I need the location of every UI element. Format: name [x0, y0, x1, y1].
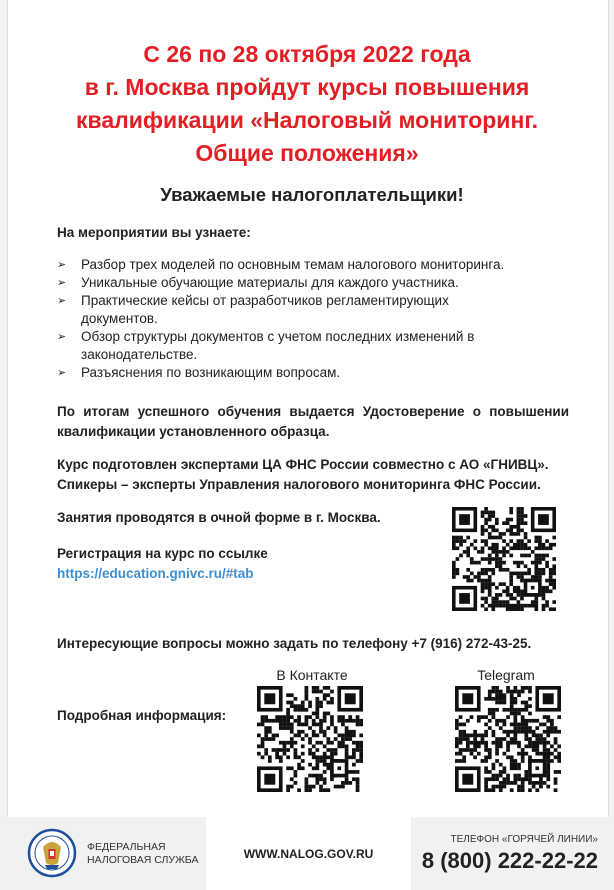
list-item-text: Уникальные обучающие материалы для каждого участника. [81, 275, 459, 290]
registration-link[interactable]: https://education.gnivc.ru/#tab [57, 565, 254, 581]
list-item [57, 364, 577, 382]
headline-line: квалификации «Налоговый мониторинг. [76, 107, 538, 133]
list-item-text: Практические кейсы от разработчиков регламентирующих документов. [81, 293, 449, 326]
footer [0, 817, 614, 890]
qr-code-graphic [455, 686, 561, 792]
phone-text: Интересующие вопросы можно задать по телефону +7 (916) 272-43-25. [57, 636, 532, 651]
prepared-by [57, 455, 587, 494]
site-box [206, 817, 411, 890]
greeting: Уважаемые налогоплательщики! [160, 184, 464, 205]
telegram-qr-code[interactable] [455, 686, 561, 792]
headline-line: Общие положения» [195, 140, 419, 166]
telegram-label: Telegram [477, 667, 535, 683]
prepared-by-line: Курс подготовлен экспертами ЦА ФНС России совместно с АО «ГНИВЦ». [57, 457, 549, 472]
headline-line: в г. Москва пройдут курсы повышения [84, 74, 530, 100]
vk-qr-code[interactable] [257, 686, 363, 792]
more-info-label: Подробная информация: [57, 708, 227, 723]
learn-heading: На мероприятии вы узнаете: [57, 225, 251, 240]
hotline-label: ТЕЛЕФОН «ГОРЯЧЕЙ ЛИНИИ» [450, 834, 598, 845]
list-item [57, 256, 577, 274]
list-item-text: Обзор структуры документов с учетом последних изменений в законодательстве. [81, 329, 475, 362]
headline [0, 38, 614, 170]
bullet-arrow-icon: ➢ [57, 367, 67, 379]
bullet-arrow-icon: ➢ [57, 277, 67, 289]
prepared-by-line: Спикеры – эксперты Управления налогового мониторинга ФНС России. [57, 476, 541, 492]
bullet-arrow-icon: ➢ [57, 295, 67, 307]
vk-label: В Контакте [276, 667, 348, 683]
certificate-text: По итогам успешного обучения выдается Удостоверение о повышении квалификации установленного образца. [57, 404, 569, 439]
qr-code-graphic [257, 686, 363, 792]
org-name [87, 841, 198, 867]
org-name-line: НАЛОГОВАЯ СЛУЖБА [87, 854, 199, 866]
list-item [57, 274, 577, 292]
headline-line: С 26 по 28 октября 2022 года [143, 41, 471, 67]
fns-emblem-icon [27, 825, 77, 881]
site-link[interactable]: WWW.NALOG.GOV.RU [243, 846, 374, 861]
list-item-text: Разъяснения по возникающим вопросам. [81, 365, 341, 380]
qr-code-graphic [452, 507, 556, 611]
registration-label: Регистрация на курс по ссылке [57, 546, 268, 561]
list-item [57, 292, 481, 328]
list-item-text: Разбор трех моделей по основным темам налогового мониторинга. [81, 257, 505, 272]
org-name-line: ФЕДЕРАЛЬНАЯ [87, 841, 166, 853]
bullet-list [57, 256, 577, 382]
list-item [57, 328, 501, 364]
bullet-arrow-icon: ➢ [57, 259, 67, 271]
bullet-arrow-icon: ➢ [57, 331, 67, 343]
format-text: Занятия проводятся в очной форме в г. Москва. [57, 510, 381, 525]
registration-qr-code[interactable] [452, 507, 556, 611]
hotline-number: 8 (800) 222-22-22 [421, 848, 598, 873]
registration-block [57, 544, 417, 583]
